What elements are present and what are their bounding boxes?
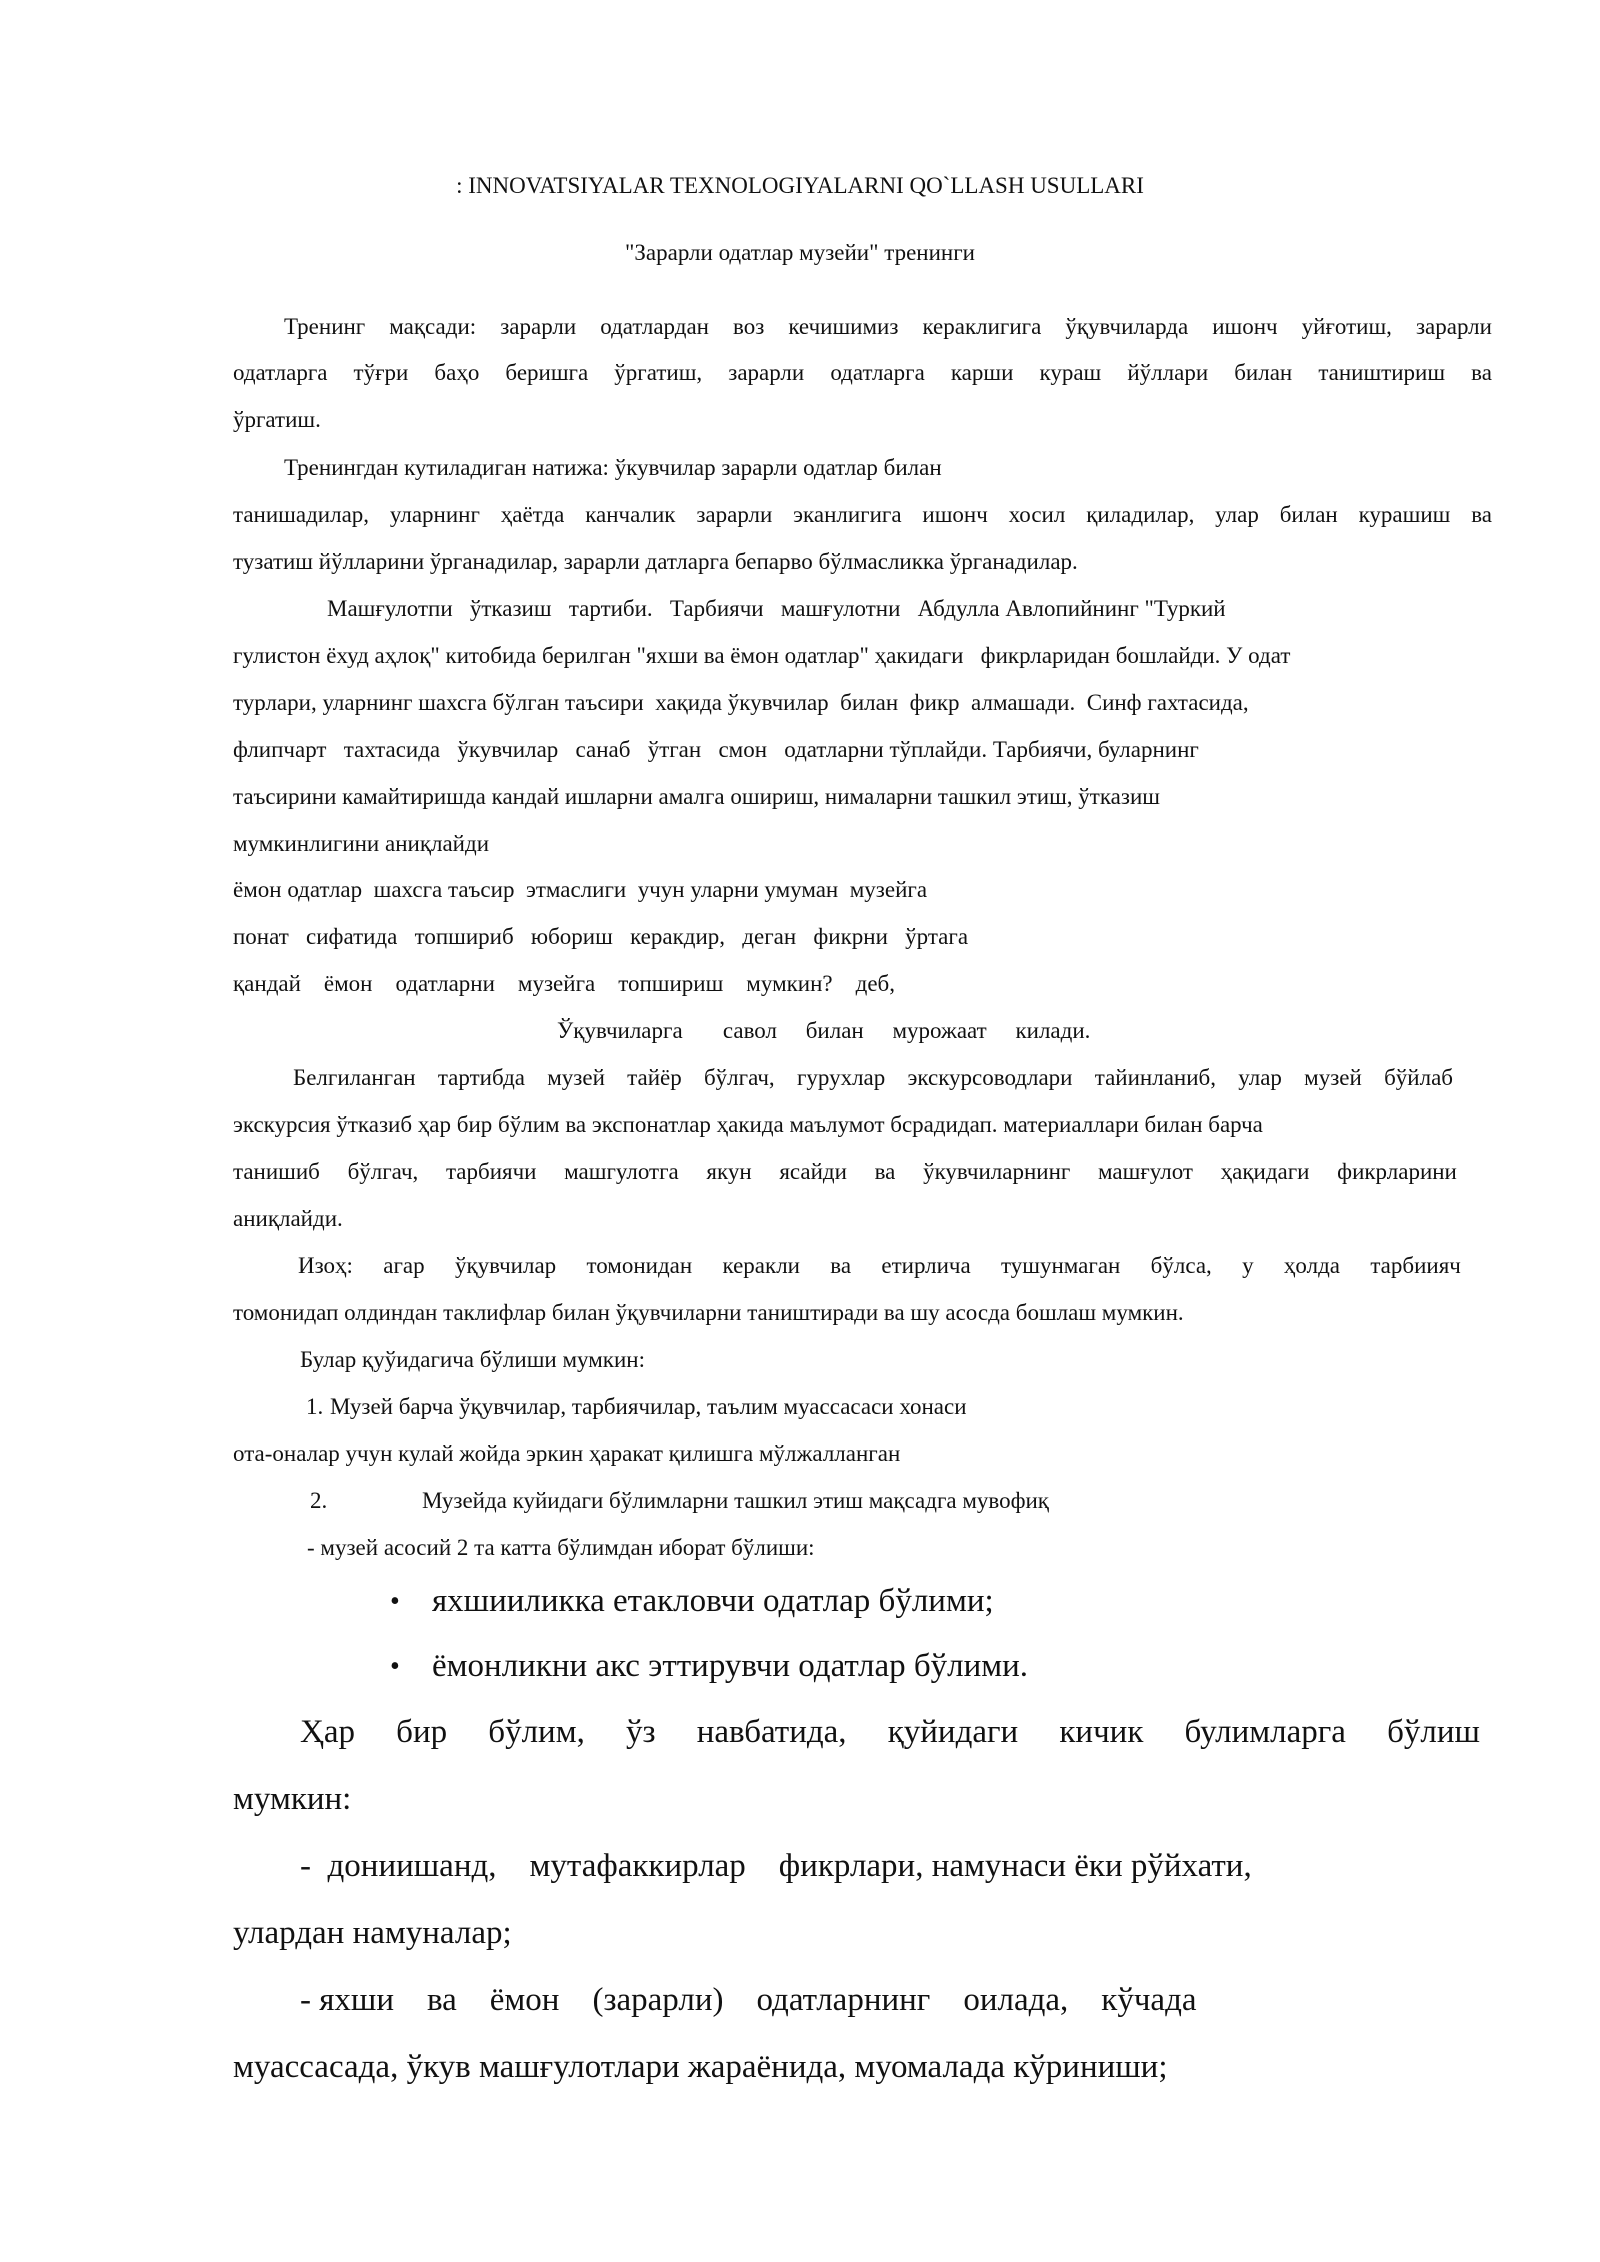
word: кечишимиз	[788, 314, 899, 339]
item-1-number: 1.	[306, 1394, 324, 1419]
word: улар	[1215, 502, 1259, 527]
p1-line-2	[233, 360, 1492, 386]
p8-line-1: - дониишанд, мутафаккирлар фикрлари, намунаси ёки рўйхати,	[300, 1848, 1252, 1884]
word: Ҳар	[300, 1714, 355, 1750]
document-subtitle: "Зарарли одатлар музейи" тренинги	[625, 240, 975, 265]
word: ясайди	[779, 1159, 847, 1184]
word: тўғри	[353, 360, 409, 385]
word: улар	[1238, 1065, 1282, 1090]
word: кураш	[1039, 360, 1102, 385]
word: музей	[547, 1065, 605, 1090]
p4-line-2: экскурсия ўтказиб ҳар бир бўлим ва экспонатлар ҳакида маълумот бсрадидап. материаллари билан барча	[233, 1112, 1263, 1137]
item-2-line-2: - музей асосий 2 та катта бўлимдан иборат бўлиши:	[307, 1535, 815, 1560]
word: ўргатиш,	[614, 360, 703, 385]
p2-line-1: Тренингдан кутиладиган натижа: ўкувчилар зарарли одатлар билан	[284, 455, 942, 480]
word: ва	[1471, 360, 1492, 385]
word: таништириш	[1318, 360, 1446, 385]
word: машғулот	[1098, 1159, 1193, 1184]
bullet-item-2: ёмонликни акс эттирувчи одатлар бўлими.	[432, 1648, 1029, 1684]
word: танишиб	[233, 1159, 320, 1184]
item-2-line-1: Музейда куйидаги бўлимларни ташкил этиш мақсадга мувофиқ	[422, 1488, 1049, 1513]
word: қиладилар,	[1086, 502, 1195, 527]
word: ишонч	[922, 502, 988, 527]
p3-line-4: флипчарт тахтасида ўкувчилар санаб ўтган смон одатларни тўплайди. Тарбиячи, буларнинг	[233, 737, 1199, 762]
word: ҳаётда	[500, 502, 565, 527]
word: якун	[706, 1159, 752, 1184]
p5-line-2: томонидап олдиндан таклифлар билан ўқувчиларни таништиради ва шу асосда бошлаш мумкин.	[233, 1300, 1184, 1325]
word: зарарли	[696, 502, 773, 527]
word: беришга	[505, 360, 589, 385]
word: одатлардан	[600, 314, 709, 339]
word: тайинланиб,	[1094, 1065, 1216, 1090]
word: Тренинг	[284, 314, 366, 339]
word: ўқувчилар	[454, 1253, 557, 1278]
item-1-line-2: ота-оналар учун кулай жойда эркин ҳаракат қилишга мўлжалланган	[233, 1441, 901, 1466]
word: тушунмаган	[1001, 1253, 1121, 1278]
p4-line-1	[293, 1065, 1453, 1091]
word: бўлгач,	[703, 1065, 775, 1090]
word: Изоҳ:	[298, 1253, 353, 1278]
word: ҳақидаги	[1220, 1159, 1310, 1184]
p3-line-3: турлари, уларнинг шахсга бўлган таъсири хақида ўкувчилар билан фикр алмашади. Синф гахтасида,	[233, 690, 1249, 715]
p7-line-2: мумкин:	[233, 1781, 352, 1817]
word: у	[1242, 1253, 1254, 1278]
word: воз	[733, 314, 765, 339]
word: томонидан	[586, 1253, 693, 1278]
word: экскурсоводлари	[907, 1065, 1073, 1090]
document-header: : INNOVATSIYALAR TEXNOLOGIYALARNI QO`LLASH USULLARI	[456, 173, 1144, 198]
p3-line-2: гулистон ёхуд аҳлоқ" китобида берилган "яхши ва ёмон одатлар" ҳакидаги фикрларидан бошлайди. У одат	[233, 643, 1291, 668]
p3-line-8: понат сифатида топшириб юбориш керакдир, деган фикрни ўртага	[233, 924, 969, 949]
p3-line-9: қандай ёмон одатларни музейга топшириш мумкин? деб,	[233, 971, 895, 996]
item-2-number: 2.	[310, 1488, 328, 1513]
word: эканлигига	[793, 502, 902, 527]
word: хосил	[1008, 502, 1066, 527]
word: карши	[950, 360, 1014, 385]
p8-line-2: улардан намуналар;	[233, 1915, 512, 1951]
word: зарарли	[728, 360, 805, 385]
word: тарбиияч	[1370, 1253, 1461, 1278]
word: бўлса,	[1150, 1253, 1212, 1278]
word: зарарли	[500, 314, 577, 339]
word: керакли	[722, 1253, 800, 1278]
p4-line-3	[233, 1159, 1457, 1185]
p1-line-1	[284, 314, 1492, 340]
word: қуйидаги	[887, 1714, 1019, 1750]
word: ҳолда	[1283, 1253, 1341, 1278]
p3-line-5: таъсирини камайтиришда кандай ишларни амалга ошириш, нималарни ташкил этиш, ўтказиш	[233, 784, 1160, 809]
word: ўкувчиларнинг	[923, 1159, 1071, 1184]
p3-line-10: Ўқувчиларга савол билан мурожаат килади.	[557, 1018, 1091, 1043]
p5-line-1	[298, 1253, 1461, 1279]
word: агар	[383, 1253, 425, 1278]
p2-line-3: тузатиш йўлларини ўрганадилар, зарарли датларга бепарво бўлмасликка ўрганадилар.	[233, 549, 1078, 574]
word: ўз	[626, 1714, 656, 1750]
word: кераклигига	[922, 314, 1042, 339]
word: уйғотиш,	[1301, 314, 1392, 339]
p2-line-2	[233, 502, 1492, 528]
word: булимларга	[1184, 1714, 1346, 1750]
word: курашиш	[1358, 502, 1451, 527]
word: билан	[1234, 360, 1293, 385]
item-1-line-1: Музей барча ўқувчилар, тарбиячилар, таълим муассасаси хонаси	[330, 1394, 967, 1419]
bullet-icon: •	[390, 1586, 400, 1617]
p7-line-1	[300, 1714, 1480, 1752]
p4-line-4: аниқлайди.	[233, 1206, 343, 1231]
word: бир	[396, 1714, 448, 1750]
p6-line: Булар қуўидагича бўлиши мумкин:	[300, 1347, 645, 1372]
word: танишадилар,	[233, 502, 370, 527]
word: канчалик	[585, 502, 676, 527]
word: одатларга	[233, 360, 328, 385]
word: машгулотга	[564, 1159, 679, 1184]
word: ўқувчиларда	[1065, 314, 1189, 339]
word: зарарли	[1415, 314, 1492, 339]
word: Белгиланган	[293, 1065, 416, 1090]
word: одатларга	[830, 360, 925, 385]
word: баҳо	[434, 360, 480, 385]
word: уларнинг	[389, 502, 480, 527]
word: тарбиячи	[445, 1159, 537, 1184]
word: ва	[1471, 502, 1492, 527]
word: етирлича	[881, 1253, 971, 1278]
word: тайёр	[627, 1065, 682, 1090]
word: кичик	[1059, 1714, 1144, 1750]
word: ва	[830, 1253, 852, 1278]
word: ишонч	[1212, 314, 1278, 339]
word: бўлим,	[488, 1714, 585, 1750]
word: бўлгач,	[347, 1159, 419, 1184]
p3-line-6: мумкинлигини аниқлайди	[233, 831, 489, 856]
word: мақсади:	[389, 314, 477, 339]
word: бўлиш	[1387, 1714, 1480, 1750]
bullet-item-1: яхшииликка етакловчи одатлар бўлими;	[432, 1583, 994, 1619]
word: навбатида,	[696, 1714, 847, 1750]
p3-line-1: Машғулотпи ўтказиш тартиби. Тарбиячи машғулотни Абдулла Авлопийнинг "Туркий	[327, 596, 1226, 621]
word: тартибда	[437, 1065, 525, 1090]
word: гурухлар	[796, 1065, 886, 1090]
word: ва	[874, 1159, 896, 1184]
word: музей	[1304, 1065, 1362, 1090]
p9-line-1: - яхши ва ёмон (зарарли) одатларнинг оилада, кўчада	[300, 1982, 1197, 2018]
word: йўллари	[1127, 360, 1209, 385]
word: фикрларини	[1337, 1159, 1457, 1184]
p3-line-7: ёмон одатлар шахсга таъсир этмаслиги учун уларни умуман музейга	[233, 877, 928, 902]
p9-line-2: муассасада, ўкув машғулотлари жараёнида, муомалада кўриниши;	[233, 2049, 1168, 2085]
word: бўйлаб	[1384, 1065, 1453, 1090]
word: билан	[1279, 502, 1338, 527]
bullet-icon: •	[390, 1651, 400, 1682]
p1-line-3: ўргатиш.	[233, 407, 321, 432]
